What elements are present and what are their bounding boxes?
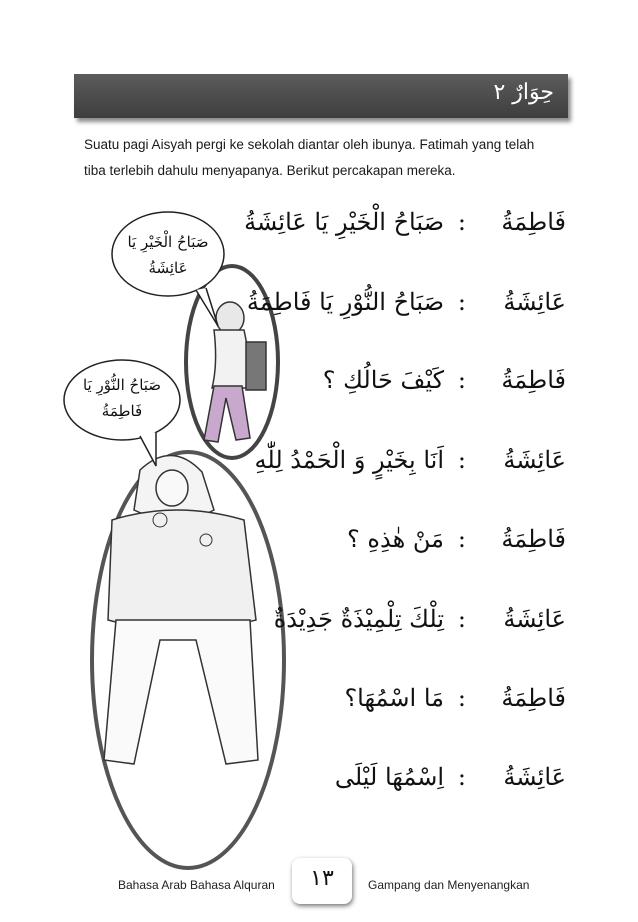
dialog-text: مَا اسْمُهَا؟ [344,684,444,712]
colon: : [457,366,466,394]
speaker-name: فَاطِمَةُ [501,684,566,712]
dialog-text: صَبَاحُ الْخَيْرِ يَا عَائِشَةُ [244,208,444,236]
colon: : [457,763,466,791]
footer-book-title: Bahasa Arab Bahasa Alquran [118,878,275,892]
page-number: ١٣ [310,866,334,891]
dialog-text: صَبَاحُ النُّوْرِ يَا فَاطِمَةُ [246,288,444,316]
page-number-box [292,858,352,904]
dialog-row [250,446,566,486]
dialog-row [246,288,566,328]
colon: : [457,525,466,553]
dialog-text: تِلْكَ تِلْمِيْذَةٌ جَدِيْدَةٌ [273,605,444,633]
dialog-row [244,208,566,248]
dialog-text: اَنَا بِخَيْرٍ وَ الْحَمْدُ لِلّٰهِ [254,446,444,474]
speech-bubble-top-text [112,229,224,281]
speaker-name: فَاطِمَةُ [501,208,566,236]
footer-tagline: Gampang dan Menyenangkan [368,878,530,892]
speaker-name: عَائِشَةُ [503,763,566,791]
speaker-name: عَائِشَةُ [503,288,566,316]
intro-line-2: tiba terlebih dahulu menyapanya. Berikut percakapan mereka. [84,163,456,178]
bubble-top-line-2: عَائِشَةُ [148,259,188,277]
colon: : [457,684,466,712]
speaker-name: فَاطِمَةُ [501,366,566,394]
speaker-name: عَائِشَةُ [503,605,566,633]
dialog-text: مَنْ هٰذِهِ ؟ [347,525,444,553]
colon: : [457,208,466,236]
colon: : [457,288,466,316]
speaker-name: فَاطِمَةُ [501,525,566,553]
bubble-left-line-1: صَبَاحُ النُّوْرِ يَا [82,376,162,394]
colon: : [457,605,466,633]
speech-bubble-left-text [64,372,180,424]
dialog-row [250,763,566,803]
intro-line-1: Suatu pagi Aisyah pergi ke sekolah diantar oleh ibunya. Fatimah yang telah [84,137,535,152]
dialog-text: اِسْمُهَا لَيْلَى [334,763,444,791]
dialog-row [250,605,566,645]
colon: : [457,446,466,474]
bubble-top-line-1: صَبَاحُ الْخَيْرِ يَا [127,233,209,251]
dialog-row [250,684,566,724]
dialog-row [250,366,566,406]
speaker-name: عَائِشَةُ [503,446,566,474]
dialog-text: كَيْفَ حَالُكِ ؟ [322,366,444,394]
bubble-left-line-2: فَاطِمَةُ [101,402,143,420]
section-title: حِوَارٌ ٢ [493,80,554,105]
dialog-row [250,525,566,565]
